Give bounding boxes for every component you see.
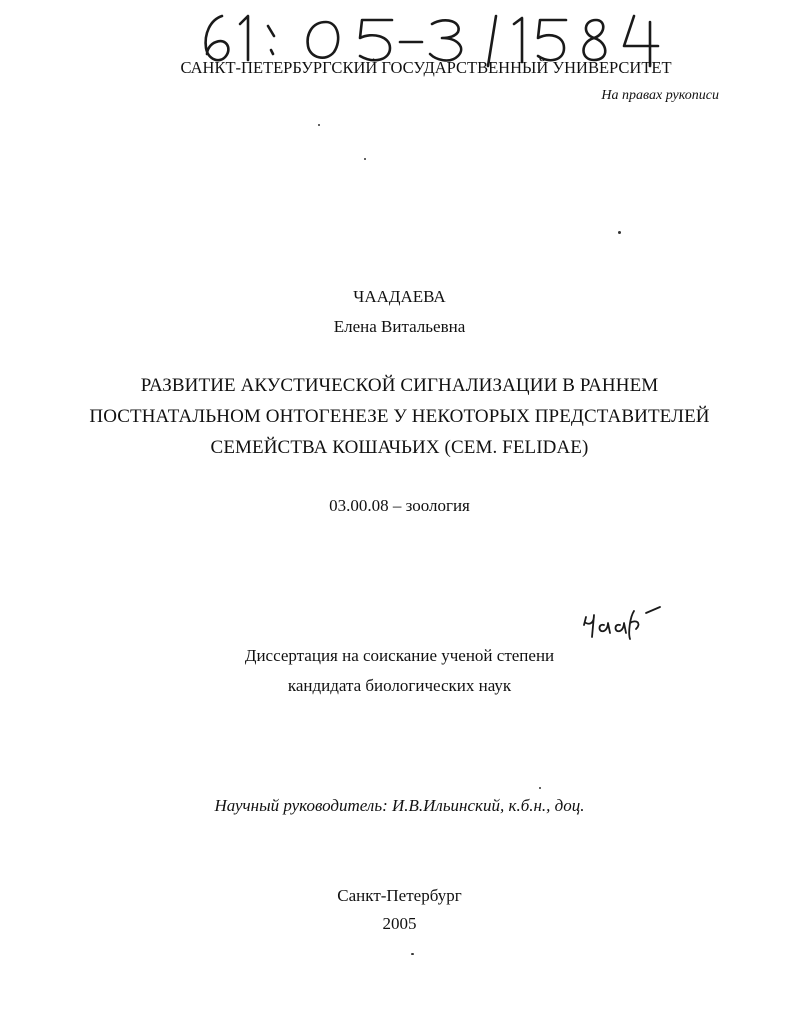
year: 2005 [382,914,417,933]
scan-speck [618,231,621,234]
dissertation-line-1: Диссертация на соискание ученой степени [244,646,555,665]
scan-speck [539,787,541,789]
title-line-3: СЕМЕЙСТВА КОШАЧЬИХ (СЕМ. FELIDAE) [210,437,589,458]
scan-speck [318,124,320,126]
scan-speck [364,158,366,160]
handwritten-mark [580,603,662,641]
title-line-2: ПОСТНАТАЛЬНОМ ОНТОГЕНЕЗЕ У НЕКОТОРЫХ ПРЕДСТАВИТЕЛЕЙ [89,406,710,427]
author-surname: ЧААДАЕВА [353,287,446,306]
supervisor: Научный руководитель: И.В.Ильинский, к.б.н., доц. [214,796,585,815]
title-line-1: РАЗВИТИЕ АКУСТИЧЕСКОЙ СИГНАЛИЗАЦИИ В РАННЕМ [140,375,659,396]
rights-note: На правах рукописи [601,88,719,103]
author-name: Елена Витальевна [333,317,466,336]
dissertation-line-2: кандидата биологических наук [287,676,512,695]
specialty-code: 03.00.08 – зоология [329,496,470,515]
city: Санкт-Петербург [337,886,462,905]
university-name: САНКТ-ПЕТЕРБУРГСКИЙ ГОСУДАРСТВЕННЫЙ УНИВЕРСИТЕТ [180,58,672,77]
scan-speck [411,953,414,955]
